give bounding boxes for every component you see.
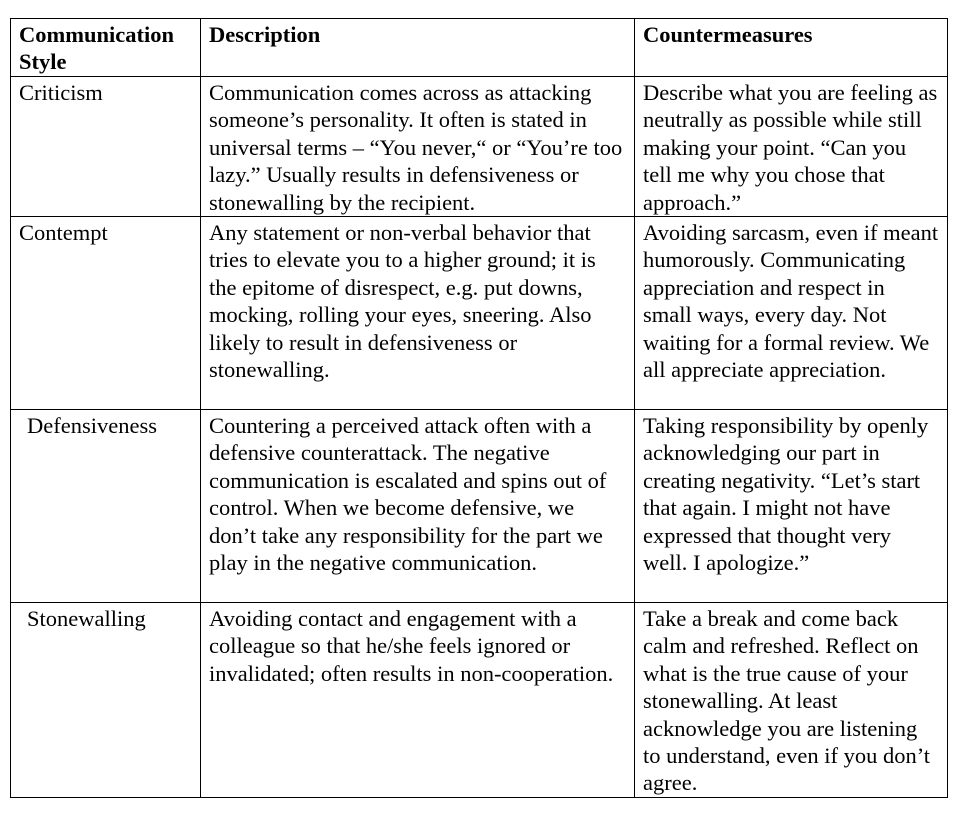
description-cell: Avoiding contact and engagement with a colleague so that he/she feels ignored or invalidated; often results in non-cooperation. [201,603,635,798]
communication-styles-table [10,18,948,798]
style-cell-contempt: Contempt [11,217,201,410]
table-header-row [11,19,948,77]
table-row [11,410,948,603]
table-row [11,217,948,410]
description-cell: Any statement or non-verbal behavior that tries to elevate you to a higher ground; it is the epitome of disrespect, e.g. put downs, mocking, rolling your eyes, sneering. Also likely to result in defensiveness or stonewalling. [201,217,635,410]
header-description: Description [201,19,635,77]
countermeasures-cell: Describe what you are feeling as neutrally as possible while still making your point. “Can you tell me why you chose that approach.” [635,77,948,217]
style-cell-criticism: Criticism [11,77,201,217]
style-cell-defensiveness: Defensiveness [11,410,201,603]
table-row [11,77,948,217]
countermeasures-cell: Avoiding sarcasm, even if meant humorously. Communicating appreciation and respect in small ways, every day. Not waiting for a formal review. We all appreciate appreciation. [635,217,948,410]
table-row [11,603,948,798]
description-cell: Communication comes across as attacking someone’s personality. It often is stated in universal terms – “You never,“ or “You’re too lazy.” Usually results in defensiveness or stonewalling by the recipient. [201,77,635,217]
countermeasures-cell: Take a break and come back calm and refreshed. Reflect on what is the true cause of your stonewalling. At least acknowledge you are listening to understand, even if you don’t agree. [635,603,948,798]
header-countermeasures: Countermeasures [635,19,948,77]
countermeasures-cell: Taking responsibility by openly acknowledging our part in creating negativity. “Let’s start that again. I might not have expressed that thought very well. I apologize.” [635,410,948,603]
description-cell: Countering a perceived attack often with a defensive counterattack. The negative communication is escalated and spins out of control. When we become defensive, we don’t take any responsibility for the part we play in the negative communication. [201,410,635,603]
header-communication-style: Communication Style [11,19,201,77]
style-cell-stonewalling: Stonewalling [11,603,201,798]
